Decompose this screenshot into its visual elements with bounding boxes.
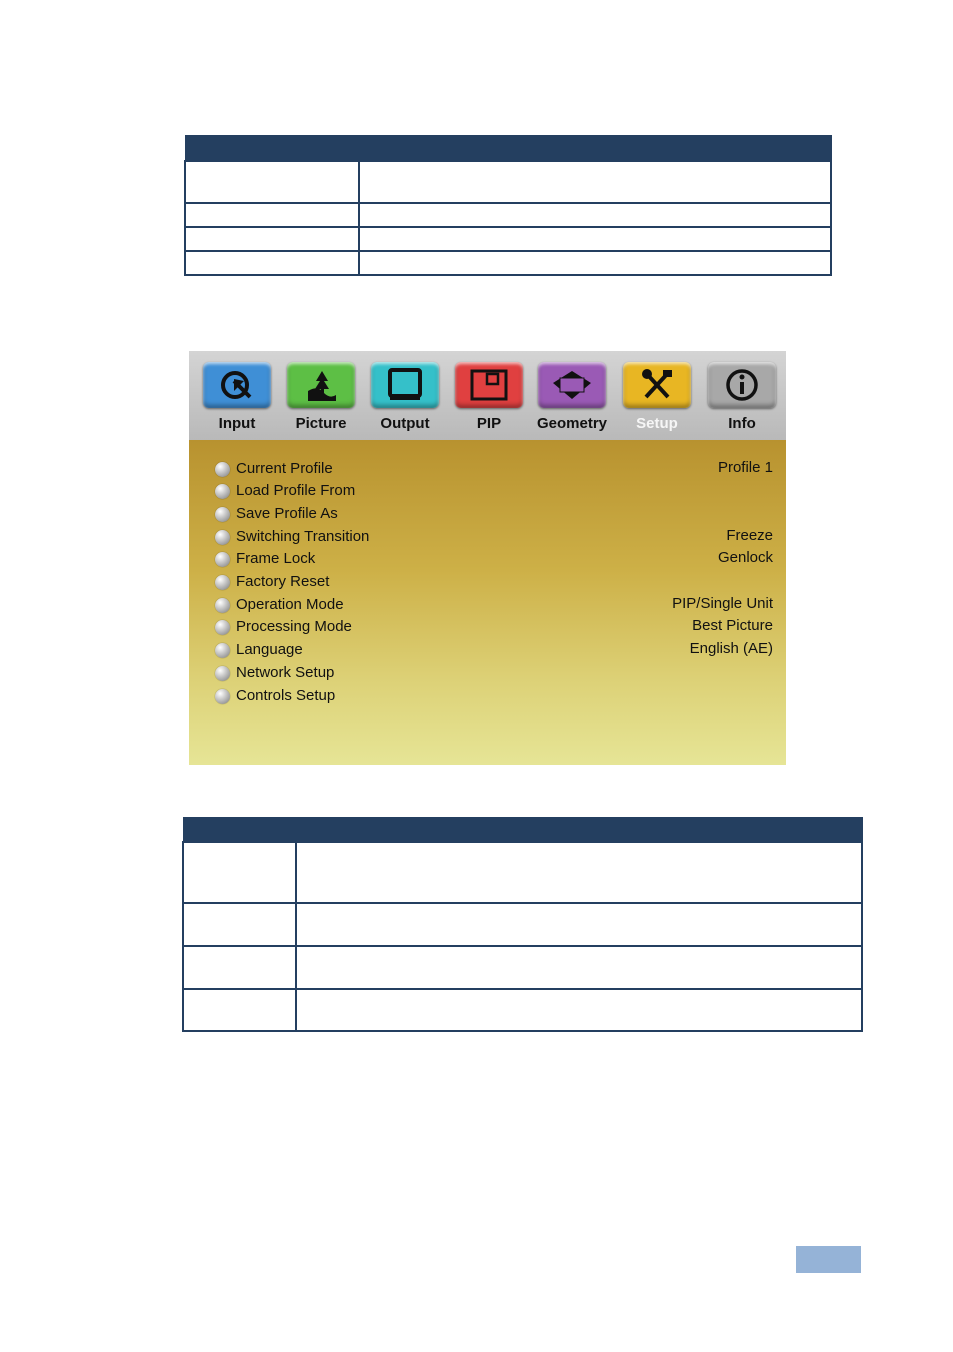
- table-cell: [296, 989, 862, 1031]
- table-cell: [185, 227, 359, 251]
- menu-item-label: Save Profile As: [236, 505, 338, 522]
- input-arrow-icon: [203, 362, 271, 408]
- menu-item-controls-setup[interactable]: [215, 686, 773, 708]
- table-header-cell: [185, 136, 831, 162]
- picture-landscape-icon: [287, 362, 355, 408]
- table-cell: [185, 161, 359, 203]
- table-header-cell: [183, 818, 296, 843]
- output-monitor-icon: [371, 362, 439, 408]
- table-cell: [183, 946, 296, 989]
- page-number-tab: [796, 1246, 861, 1273]
- osd-tab-bar: [189, 351, 786, 440]
- bullet-icon: [215, 620, 230, 635]
- menu-item-save-profile-as[interactable]: [215, 504, 773, 526]
- menu-item-label: Current Profile: [236, 460, 333, 477]
- bullet-icon: [215, 484, 230, 499]
- bullet-icon: [215, 598, 230, 613]
- menu-item-processing-mode[interactable]: [215, 617, 773, 639]
- table-cell: [183, 842, 296, 903]
- menu-item-operation-mode[interactable]: [215, 595, 773, 617]
- menu-item-factory-reset[interactable]: [215, 572, 773, 594]
- table-cell: [359, 227, 831, 251]
- menu-item-label: Factory Reset: [236, 573, 330, 590]
- table-cell: [185, 251, 359, 275]
- menu-item-language[interactable]: [215, 640, 773, 662]
- menu-item-switching-transition[interactable]: [215, 527, 773, 549]
- table-row: [183, 946, 862, 989]
- menu-item-label: Frame Lock: [236, 550, 316, 567]
- bullet-icon: [215, 666, 230, 681]
- osd-menu-list: [189, 440, 786, 765]
- table-row: [185, 251, 831, 275]
- menu-item-value: Best Picture: [692, 617, 773, 634]
- table-cell: [359, 203, 831, 227]
- table-cell: [296, 903, 862, 946]
- table-cell: [183, 903, 296, 946]
- table-cell: [296, 842, 862, 903]
- table-row: [183, 842, 862, 903]
- menu-item-label: Language: [236, 641, 303, 658]
- tab-pip[interactable]: [447, 362, 531, 440]
- menu-item-label: Controls Setup: [236, 687, 336, 704]
- table-row: [183, 903, 862, 946]
- tab-label: PIP: [476, 415, 502, 432]
- table-cell: [183, 989, 296, 1031]
- tab-output[interactable]: [363, 362, 447, 440]
- menu-item-value: Genlock: [717, 549, 773, 566]
- table-row: [185, 161, 831, 203]
- menu-item-current-profile[interactable]: [215, 459, 773, 481]
- bullet-icon: [215, 575, 230, 590]
- tab-label: Setup: [636, 415, 678, 432]
- bullet-icon: [215, 689, 230, 704]
- tab-label: Info: [728, 415, 756, 432]
- tab-info[interactable]: [700, 362, 784, 440]
- table-header-row: [183, 818, 862, 843]
- tab-label: Output: [380, 415, 430, 432]
- menu-item-label: Operation Mode: [236, 596, 344, 613]
- menu-item-network-setup[interactable]: [215, 663, 773, 685]
- menu-item-value: Profile 1: [717, 459, 773, 476]
- setup-tools-icon: [623, 362, 691, 408]
- menu-item-label: Processing Mode: [236, 618, 352, 635]
- menu-item-label: Load Profile From: [236, 482, 356, 499]
- geometry-shape-icon: [538, 362, 606, 408]
- table-header-row: [185, 136, 831, 162]
- table-cell: [359, 161, 831, 203]
- bullet-icon: [215, 552, 230, 567]
- menu-item-label: Network Setup: [236, 664, 335, 681]
- menu-item-label: Switching Transition: [236, 528, 370, 545]
- tab-setup[interactable]: [615, 362, 699, 440]
- top-table: [184, 135, 832, 276]
- bottom-table: [182, 817, 863, 1032]
- menu-item-value: Freeze: [726, 527, 773, 544]
- table-cell: [185, 203, 359, 227]
- table-row: [185, 203, 831, 227]
- table-row: [183, 989, 862, 1031]
- info-icon: [708, 362, 776, 408]
- bullet-icon: [215, 507, 230, 522]
- menu-item-load-profile-from[interactable]: [215, 481, 773, 503]
- bullet-icon: [215, 530, 230, 545]
- table-row: [185, 227, 831, 251]
- table-cell: [296, 946, 862, 989]
- table-header-cell: [296, 818, 862, 843]
- tab-label: Input: [218, 415, 256, 432]
- menu-item-frame-lock[interactable]: [215, 549, 773, 571]
- bullet-icon: [215, 643, 230, 658]
- table-cell: [359, 251, 831, 275]
- menu-item-value: PIP/Single Unit: [672, 595, 773, 612]
- tab-label: Picture: [295, 415, 347, 432]
- menu-item-value: English (AE): [689, 640, 773, 657]
- osd-setup-menu: [189, 351, 786, 765]
- tab-geometry[interactable]: [530, 362, 614, 440]
- pip-window-icon: [455, 362, 523, 408]
- tab-input[interactable]: [195, 362, 279, 440]
- bullet-icon: [215, 462, 230, 477]
- tab-label: Geometry: [536, 415, 608, 432]
- tab-picture[interactable]: [279, 362, 363, 440]
